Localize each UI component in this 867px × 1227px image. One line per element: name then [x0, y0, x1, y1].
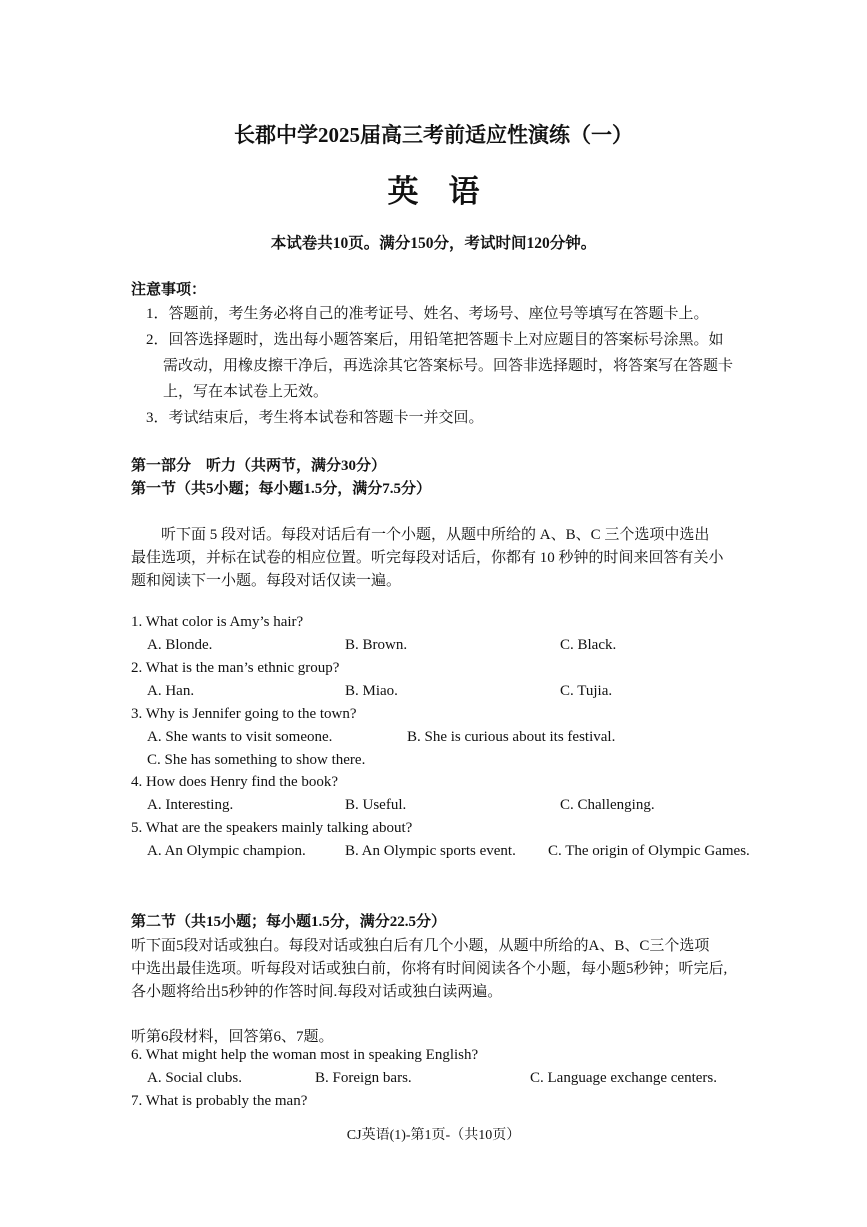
notice-item: 1．答题前，考生务必将自己的准考证号、姓名、考场号、座位号等填写在答题卡上。	[146, 306, 709, 322]
section1-instruction-line: 最佳选项，并标在试卷的相应位置。听完每段对话后，你都有 10 秒钟的时间来回答有关小	[131, 550, 724, 566]
material-note: 听第6段材料，回答第6、7题。	[131, 1029, 334, 1045]
notice-heading: 注意事项：	[131, 282, 207, 298]
question-text: 6. What might help the woman most in speaking English?	[131, 1047, 479, 1063]
subject-title: 英语	[387, 174, 510, 209]
option-a: A. Interesting.	[147, 797, 234, 813]
section1-instruction-line: 听下面 5 段对话。每段对话后有一个小题，从题中所给的 A、B、C 三个选项中选出	[161, 527, 710, 543]
option-b: B. She is curious about its festival.	[407, 729, 616, 745]
option-c: C. The origin of Olympic Games.	[548, 843, 750, 859]
part1-heading: 第一部分 听力（共两节，满分30分）	[131, 458, 387, 474]
question-text: 1. What color is Amy’s hair?	[131, 614, 304, 630]
option-b: B. Miao.	[345, 683, 398, 699]
option-a: A. Social clubs.	[147, 1070, 242, 1086]
option-b: B. Brown.	[345, 637, 408, 653]
option-c: C. She has something to show there.	[147, 752, 366, 768]
section1-heading: 第一节（共5小题；每小题1.5分，满分7.5分）	[131, 481, 432, 497]
section2-instruction-line: 中选出最佳选项。听每段对话或独白前，你将有时间阅读各个小题，每小题5秒钟；听完后,	[131, 961, 728, 977]
option-c: C. Language exchange centers.	[530, 1070, 717, 1086]
notice-item: 3．考试结束后，考生将本试卷和答题卡一并交回。	[146, 410, 484, 426]
option-a: A. Han.	[147, 683, 195, 699]
option-a: A. An Olympic champion.	[147, 843, 306, 859]
section2-instruction-line: 各小题将给出5秒钟的作答时间.每段对话或独白读两遍。	[131, 984, 503, 1000]
question-text: 3. Why is Jennifer going to the town?	[131, 706, 357, 722]
notice-item: 2．回答选择题时，选出每小题答案后，用铅笔把答题卡上对应题目的答案标号涂黑。如	[146, 332, 724, 348]
option-c: C. Tujia.	[560, 683, 613, 699]
option-c: C. Black.	[560, 637, 617, 653]
question-text: 4. How does Henry find the book?	[131, 774, 339, 790]
option-a: A. Blonde.	[147, 637, 213, 653]
question-text: 2. What is the man’s ethnic group?	[131, 660, 340, 676]
option-b: B. Foreign bars.	[315, 1070, 412, 1086]
option-a: A. She wants to visit someone.	[147, 729, 333, 745]
question-text: 7. What is probably the man?	[131, 1093, 308, 1109]
option-b: B. An Olympic sports event.	[345, 843, 516, 859]
question-text: 5. What are the speakers mainly talking about?	[131, 820, 413, 836]
option-c: C. Challenging.	[560, 797, 655, 813]
option-b: B. Useful.	[345, 797, 407, 813]
page-footer: CJ英语(1)-第1页-（共10页）	[346, 1128, 521, 1143]
section2-instruction-line: 听下面5段对话或独白。每段对话或独白后有几个小题，从题中所给的A、B、C三个选项	[131, 938, 710, 954]
notice-item: 上，写在本试卷上无效。	[163, 384, 329, 400]
notice-item: 需改动，用橡皮擦干净后，再选涂其它答案标号。回答非选择题时，将答案写在答题卡	[163, 358, 734, 374]
section2-heading: 第二节（共15小题；每小题1.5分，满分22.5分）	[131, 914, 447, 930]
section1-instruction-line: 题和阅读下一小题。每段对话仅读一遍。	[131, 573, 402, 589]
exam-title: 长郡中学2025届高三考前适应性演练（一）	[234, 123, 633, 147]
exam-info: 本试卷共10页。满分150分，考试时间120分钟。	[270, 235, 597, 252]
